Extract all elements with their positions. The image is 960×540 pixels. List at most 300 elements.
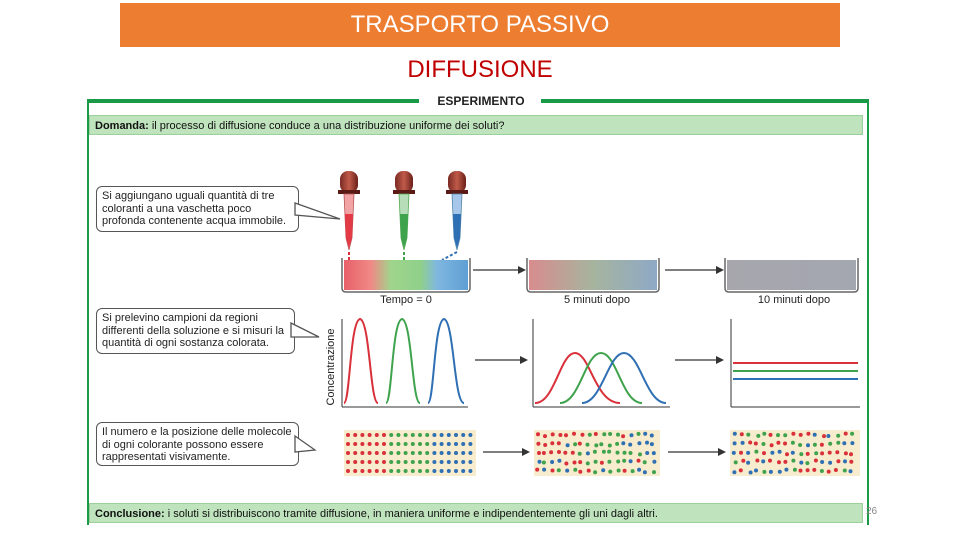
molecule-dot (468, 433, 472, 437)
molecule-dot (643, 470, 647, 474)
molecule-dot (850, 432, 854, 436)
molecule-dot (557, 459, 561, 463)
molecule-dot (733, 441, 737, 445)
molecule-dot (382, 460, 386, 464)
molecule-dot (813, 443, 817, 447)
tanks-row (330, 252, 870, 297)
molecule-dot (468, 451, 472, 455)
molecule-dot (557, 450, 561, 454)
molecule-dot (762, 442, 766, 446)
molecule-dot (346, 433, 350, 437)
molecule-dot (535, 468, 539, 472)
molecule-dot (440, 451, 444, 455)
molecule-dot (835, 450, 839, 454)
molecule-dot (650, 442, 654, 446)
question-label: Domanda: (95, 120, 149, 132)
molecule-dot (564, 433, 568, 437)
molecule-dot (842, 441, 846, 445)
molecule-dot (551, 432, 555, 436)
question-text: il processo di diffusione conduce a una distribuzione uniforme dei soluti? (148, 120, 505, 132)
molecule-dot (411, 433, 415, 437)
molecule-dot (566, 443, 570, 447)
molecule-dot (778, 450, 782, 454)
molecule-dot (389, 460, 393, 464)
molecule-dot (820, 469, 824, 473)
molecule-dot (844, 432, 848, 436)
molecule-dot (396, 460, 400, 464)
molecule-dot (593, 450, 597, 454)
molecule-dot (404, 469, 408, 473)
plot-time-10 (731, 319, 860, 407)
molecule-dot (806, 432, 810, 436)
molecule-dot (411, 442, 415, 446)
molecule-dot (615, 442, 619, 446)
molecule-dot (813, 433, 817, 437)
molecule-dot (650, 434, 654, 438)
molecule-dot (353, 469, 357, 473)
molecule-dot (741, 441, 745, 445)
molecule-dot (836, 459, 840, 463)
molecule-dot (353, 433, 357, 437)
molecule-dot (601, 468, 605, 472)
molecule-dot (806, 452, 810, 456)
molecule-dot (578, 442, 582, 446)
page-number: 26 (866, 506, 878, 517)
molecule-dot (382, 451, 386, 455)
slide-title: TRASPORTO PASSIVO (350, 11, 610, 38)
molecule-dot (791, 451, 795, 455)
molecule-dot (798, 443, 802, 447)
molecule-dot (637, 432, 641, 436)
molecule-panels (338, 430, 863, 480)
molecule-dot (418, 451, 422, 455)
molecule-dot (360, 469, 364, 473)
molecule-dot (602, 450, 606, 454)
molecule-dot (622, 459, 626, 463)
arrow-plot-1-icon (475, 356, 528, 364)
molecule-dot (542, 451, 546, 455)
arrow-tank-1-icon (473, 266, 526, 274)
molecule-dot (594, 443, 598, 447)
molecule-dot (368, 469, 372, 473)
frame-left-border (87, 99, 89, 525)
molecule-dot (572, 432, 576, 436)
molecule-dot (628, 443, 632, 447)
molecule-dot (360, 460, 364, 464)
molecule-dot (425, 442, 429, 446)
molecule-dot (638, 452, 642, 456)
molecule-dot (748, 441, 752, 445)
molecule-dot (631, 469, 635, 473)
molecule-dot (806, 468, 810, 472)
molecule-dot (826, 434, 830, 438)
molecule-dot (778, 470, 782, 474)
molecule-dot (849, 469, 853, 473)
molecule-dot (768, 459, 772, 463)
molecule-dot (799, 452, 803, 456)
molecule-dot (573, 442, 577, 446)
molecule-dot (586, 461, 590, 465)
time-label-5: 5 minuti dopo (563, 294, 631, 306)
molecule-dot (608, 432, 612, 436)
molecule-dot (616, 433, 620, 437)
molecule-dot (806, 443, 810, 447)
molecule-dot (607, 450, 611, 454)
molecule-dot (368, 433, 372, 437)
molecule-dot (755, 459, 759, 463)
molecule-dot (761, 459, 765, 463)
molecule-dot (629, 459, 633, 463)
molecule-dot (368, 442, 372, 446)
molecule-dot (557, 441, 561, 445)
molecule-dot (776, 433, 780, 437)
molecule-dot (389, 451, 393, 455)
molecule-dot (769, 433, 773, 437)
note-step-2 (96, 308, 295, 354)
molecule-dot (608, 444, 612, 448)
molecule-dot (564, 462, 568, 466)
molecule-dot (389, 433, 393, 437)
molecule-dot (418, 433, 422, 437)
molecule-dot (425, 469, 429, 473)
molecule-dot (828, 461, 832, 465)
molecule-dot (573, 468, 577, 472)
molecule-dot (814, 459, 818, 463)
molecule-dot (565, 469, 569, 473)
molecule-dot (550, 460, 554, 464)
molecule-dot (447, 460, 451, 464)
molecule-dot (784, 468, 788, 472)
molecule-dot (346, 460, 350, 464)
molecule-dot (440, 442, 444, 446)
molecule-dot (411, 460, 415, 464)
molecule-dot (594, 460, 598, 464)
molecule-dot (741, 459, 745, 463)
plot-time-0 (342, 319, 468, 407)
header-line-right (535, 99, 869, 103)
molecule-dot (623, 469, 627, 473)
molecule-dot (461, 460, 465, 464)
molecule-dot (536, 432, 540, 436)
molecule-dot (770, 451, 774, 455)
conclusion-text: i soluti si distribuiscono tramite diffusione, in maniera uniforme e indipendentemente gli uni dagli altri. (164, 508, 658, 520)
molecule-dot (600, 461, 604, 465)
molecule-dot (346, 442, 350, 446)
molecule-dot (621, 441, 625, 445)
molecule-dot (616, 460, 620, 464)
molecule-dot (578, 452, 582, 456)
molecule-dot (411, 469, 415, 473)
tank-time-10 (725, 258, 858, 292)
molecule-dot (783, 433, 787, 437)
molecule-dot (368, 451, 372, 455)
molecule-dot (746, 461, 750, 465)
molecule-dot (621, 434, 625, 438)
molecule-dot (822, 434, 826, 438)
dropper-red-icon (338, 171, 360, 260)
molecule-dot (447, 442, 451, 446)
molecule-dot (346, 451, 350, 455)
molecule-dot (454, 460, 458, 464)
molecule-dot (404, 460, 408, 464)
molecule-dot (543, 443, 547, 447)
molecule-dot (812, 468, 816, 472)
molecule-dot (353, 460, 357, 464)
molecule-dot (844, 451, 848, 455)
molecule-dot (396, 433, 400, 437)
molecule-dot (404, 433, 408, 437)
molecule-dot (551, 469, 555, 473)
molecule-dot (602, 432, 606, 436)
molecule-dot (447, 433, 451, 437)
molecule-dot (820, 443, 824, 447)
molecule-dot (849, 452, 853, 456)
dropper-blue-icon (442, 171, 468, 260)
molecule-dot (594, 432, 598, 436)
molecule-dot (834, 468, 838, 472)
molecule-dot (850, 441, 854, 445)
molecule-dot (418, 460, 422, 464)
molecule-dot (734, 460, 738, 464)
header-line-left (89, 99, 419, 103)
molecule-dot (749, 471, 753, 475)
molecule-dot (368, 460, 372, 464)
arrow-dots-1-icon (483, 448, 530, 456)
molecule-dot (375, 433, 379, 437)
molecule-dot (571, 451, 575, 455)
molecule-dot (404, 451, 408, 455)
molecule-dot (836, 441, 840, 445)
molecule-dot (629, 451, 633, 455)
molecule-dot (586, 451, 590, 455)
time-label-10: 10 minuti dopo (757, 294, 831, 306)
molecule-dot (769, 470, 773, 474)
molecule-dot (732, 470, 736, 474)
molecule-dot (578, 460, 582, 464)
molecule-dot (432, 460, 436, 464)
question-band (89, 115, 863, 135)
molecule-dot (396, 451, 400, 455)
molecule-dot (652, 451, 656, 455)
title-bar (120, 3, 840, 47)
molecule-dot (389, 442, 393, 446)
molecule-dot (746, 451, 750, 455)
molecule-dot (783, 442, 787, 446)
molecule-dot (432, 442, 436, 446)
molecule-dot (762, 451, 766, 455)
molecule-dot (461, 469, 465, 473)
molecule-dot (353, 442, 357, 446)
molecule-dot (645, 451, 649, 455)
molecule-dot (557, 468, 561, 472)
time-label-0: Tempo = 0 (380, 294, 432, 306)
molecule-dot (754, 442, 758, 446)
molecule-dot (375, 451, 379, 455)
molecule-dot (382, 469, 386, 473)
molecule-dot (461, 451, 465, 455)
molecule-dot (578, 470, 582, 474)
molecule-dot (776, 441, 780, 445)
molecule-dot (791, 459, 795, 463)
molecule-dot (754, 450, 758, 454)
molecule-dot (411, 451, 415, 455)
molecule-dot (573, 461, 577, 465)
conclusion-label: Conclusione: (95, 508, 165, 520)
molecule-dot (346, 469, 350, 473)
molecule-dot (432, 469, 436, 473)
molecule-dot (468, 460, 472, 464)
slide-subtitle: DIFFUSIONE (407, 56, 553, 83)
molecule-dot (637, 459, 641, 463)
molecule-dot (630, 433, 634, 437)
molecule-dot (587, 469, 591, 473)
frame-right-border (867, 99, 869, 525)
molecule-dot (468, 469, 472, 473)
molecule-dot (418, 442, 422, 446)
molecule-dot (543, 434, 547, 438)
molecule-dot (382, 433, 386, 437)
molecule-dot (454, 433, 458, 437)
molecule-dot (454, 442, 458, 446)
molecule-dot (581, 433, 585, 437)
molecule-dot (623, 451, 627, 455)
molecule-dot (836, 434, 840, 438)
molecule-dot (360, 433, 364, 437)
molecule-dot (733, 432, 737, 436)
molecule-dot (440, 433, 444, 437)
molecule-dot (793, 468, 797, 472)
molecule-dot (849, 460, 853, 464)
molecule-dot (432, 451, 436, 455)
molecule-dot (814, 451, 818, 455)
molecule-dot (536, 442, 540, 446)
plot-time-5 (533, 319, 670, 407)
molecule-dot (542, 468, 546, 472)
molecule-dot (616, 451, 620, 455)
molecule-dot (617, 469, 621, 473)
molecule-dot (799, 469, 803, 473)
arrow-tank-2-icon (665, 266, 724, 274)
molecule-dot (756, 434, 760, 438)
molecule-dot (652, 470, 656, 474)
molecule-dot (375, 442, 379, 446)
note-step-3-pointer (295, 430, 325, 460)
molecule-dot (396, 442, 400, 446)
droppers (330, 168, 480, 263)
molecule-dot (820, 460, 824, 464)
molecule-dot (770, 443, 774, 447)
molecule-dot (461, 433, 465, 437)
molecule-dot (777, 460, 781, 464)
note-step-2-text: Si prelevino campioni da regioni differenti della soluzione e si misuri la quantità di ogni sostanza colorata. (102, 312, 284, 349)
molecule-dot (550, 441, 554, 445)
molecule-dot (645, 441, 649, 445)
note-step-3-text: Il numero e la posizione delle molecole di ogni colorante possono essere rappresentati visivamente. (102, 426, 292, 463)
molecule-dot (586, 443, 590, 447)
molecule-dot (637, 468, 641, 472)
molecule-dot (588, 433, 592, 437)
molecule-dot (599, 442, 603, 446)
molecule-dot (754, 469, 758, 473)
molecule-dot (820, 451, 824, 455)
molecule-dot (360, 442, 364, 446)
molecule-dot (785, 452, 789, 456)
molecule-dot (652, 460, 656, 464)
molecule-dot (762, 470, 766, 474)
molecule-dot (461, 442, 465, 446)
molecule-dot (432, 433, 436, 437)
molecule-dot (827, 470, 831, 474)
molecule-dot (549, 450, 553, 454)
molecule-dot (643, 460, 647, 464)
concentration-plots (320, 315, 865, 410)
molecule-dot (558, 433, 562, 437)
molecule-dot (746, 433, 750, 437)
molecule-dot (382, 442, 386, 446)
molecule-dot (454, 469, 458, 473)
molecule-dot (593, 470, 597, 474)
molecule-dot (440, 460, 444, 464)
arrow-plot-2-icon (675, 356, 724, 364)
molecule-dot (375, 469, 379, 473)
molecule-dot (799, 461, 803, 465)
molecule-dot (739, 468, 743, 472)
molecule-dot (538, 460, 542, 464)
conclusion-band (89, 503, 863, 523)
molecule-dot (353, 451, 357, 455)
molecule-dot (843, 459, 847, 463)
molecule-dot (440, 469, 444, 473)
arrow-dots-2-icon (668, 448, 726, 456)
molecule-dot (425, 460, 429, 464)
molecule-dot (799, 433, 803, 437)
molecule-dot (360, 451, 364, 455)
molecule-dot (643, 432, 647, 436)
molecule-dot (468, 442, 472, 446)
molecule-dot (563, 451, 567, 455)
molecule-dot (396, 469, 400, 473)
molecule-dot (607, 460, 611, 464)
y-axis-label: Concentrazione (325, 328, 337, 406)
note-step-1 (96, 186, 299, 232)
molecule-dot (828, 442, 832, 446)
molecule-dot (791, 441, 795, 445)
molecule-dot (389, 469, 393, 473)
molecule-dot (404, 442, 408, 446)
tank-time-0 (342, 258, 470, 292)
note-step-1-text: Si aggiungano uguali quantità di tre coloranti a una vaschetta poco profonda contenente acqua immobile. (102, 190, 287, 227)
molecule-dot (805, 461, 809, 465)
molecule-dot (542, 461, 546, 465)
dropper-green-icon (393, 171, 415, 260)
molecule-dot (828, 451, 832, 455)
molecule-dot (843, 469, 847, 473)
molecule-dot (425, 451, 429, 455)
molecule-dot (762, 432, 766, 436)
molecule-dot (447, 469, 451, 473)
molecule-dot (791, 432, 795, 436)
molecule-dot (739, 451, 743, 455)
molecule-dot (454, 451, 458, 455)
molecule-dot (447, 451, 451, 455)
tank-time-5 (527, 258, 659, 292)
experiment-label: ESPERIMENTO (421, 94, 541, 108)
molecule-dot (608, 470, 612, 474)
molecule-dot (537, 451, 541, 455)
molecule-dot (637, 441, 641, 445)
molecule-dot (425, 433, 429, 437)
note-step-3 (96, 422, 299, 466)
